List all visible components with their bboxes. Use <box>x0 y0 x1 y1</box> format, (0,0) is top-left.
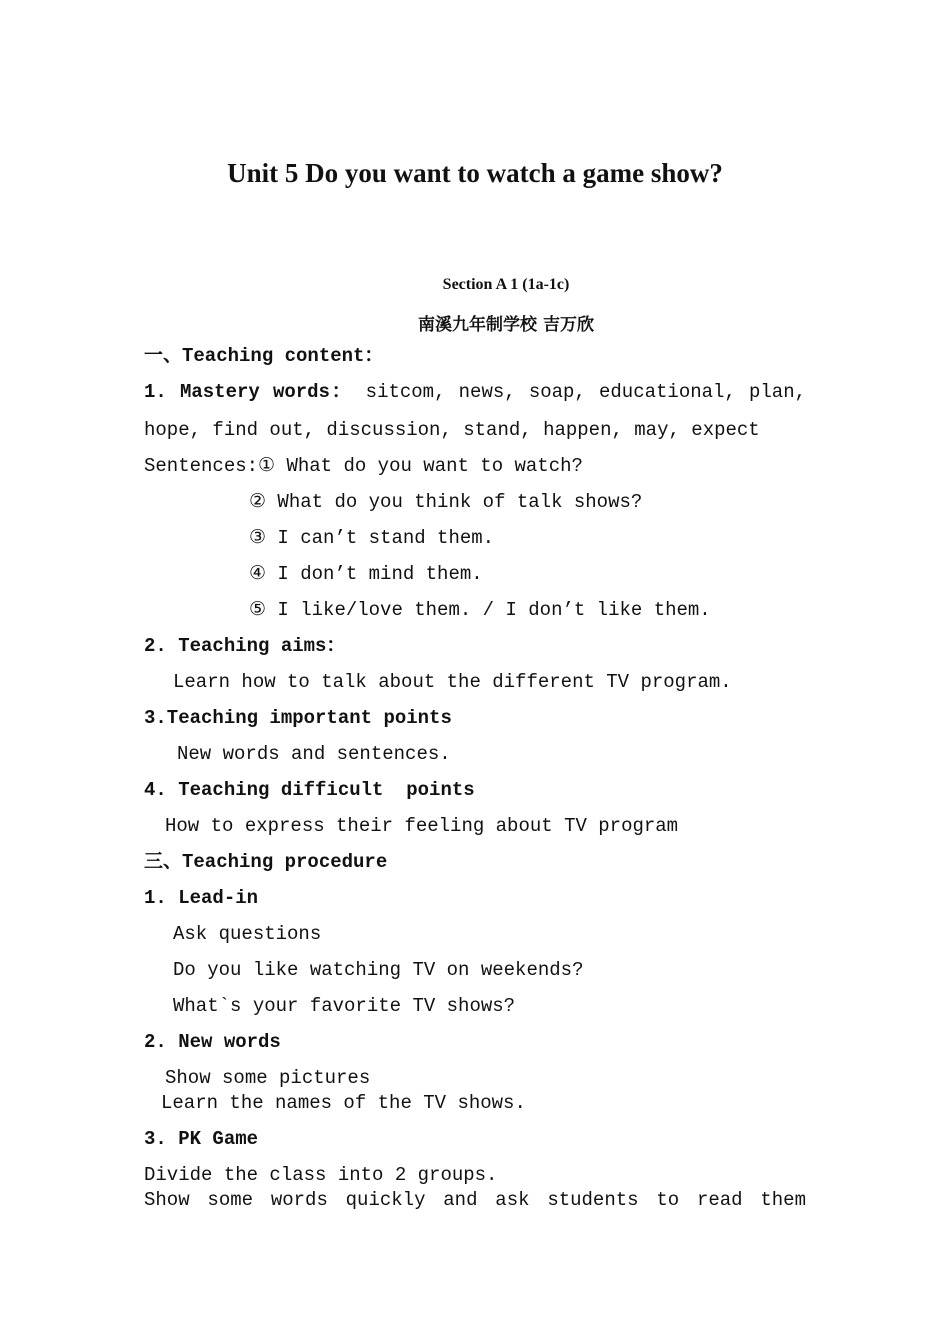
sentences-label: Sentences: <box>144 455 259 477</box>
mastery-words-list-2: hope, find out, discussion, stand, happen, may, expect <box>144 419 760 441</box>
teaching-aims-label: 2. Teaching aims： <box>144 635 346 657</box>
pk-game-line: Divide the class into 2 groups. <box>144 1164 498 1186</box>
lead-in-line: Do you like watching TV on weekends? <box>173 959 584 981</box>
pk-game-label: 3. PK Game <box>144 1128 259 1150</box>
section-subtitle: Section A 1 (1a-1c) <box>442 276 570 293</box>
heading-teaching-content: 一、Teaching content： <box>144 345 384 367</box>
pk-game-line: Show some words quickly and ask students to read them <box>144 1189 806 1211</box>
new-words-label: 2. New words <box>144 1031 281 1053</box>
lead-in-line: What`s your favorite TV shows? <box>173 995 516 1017</box>
mastery-words-line-1 <box>144 380 806 404</box>
document-title: Unit 5 Do you want to watch a game show? <box>227 158 723 188</box>
author-line: 南溪九年制学校 吉万欣 <box>418 315 594 335</box>
lead-in-line: Ask questions <box>173 923 322 945</box>
sentence-item: ⑤ I like/love them. / I don’t like them. <box>249 599 711 621</box>
mastery-words-label: 1. Mastery words： <box>144 381 353 403</box>
sentence-item: ③ I can’t stand them. <box>249 527 495 549</box>
mastery-words-list-1: sitcom, news, soap, educational, plan, <box>365 381 806 403</box>
sentence-row-1 <box>144 454 583 478</box>
new-words-line: Learn the names of the TV shows. <box>161 1092 526 1114</box>
sentence-item: ① What do you want to watch? <box>258 455 583 477</box>
lead-in-label: 1. Lead-in <box>144 887 259 909</box>
difficult-points-label: 4. Teaching difficult points <box>144 779 475 801</box>
sentence-item: ④ I don’t mind them. <box>249 563 483 585</box>
new-words-line: Show some pictures <box>165 1067 371 1089</box>
heading-teaching-procedure: 三、Teaching procedure <box>144 851 388 873</box>
difficult-points-text: How to express their feeling about TV program <box>165 815 679 837</box>
teaching-aims-text: Learn how to talk about the different TV program. <box>173 671 732 693</box>
sentence-item: ② What do you think of talk shows? <box>249 491 643 513</box>
important-points-label: 3.Teaching important points <box>144 707 452 729</box>
important-points-text: New words and sentences. <box>177 743 451 765</box>
